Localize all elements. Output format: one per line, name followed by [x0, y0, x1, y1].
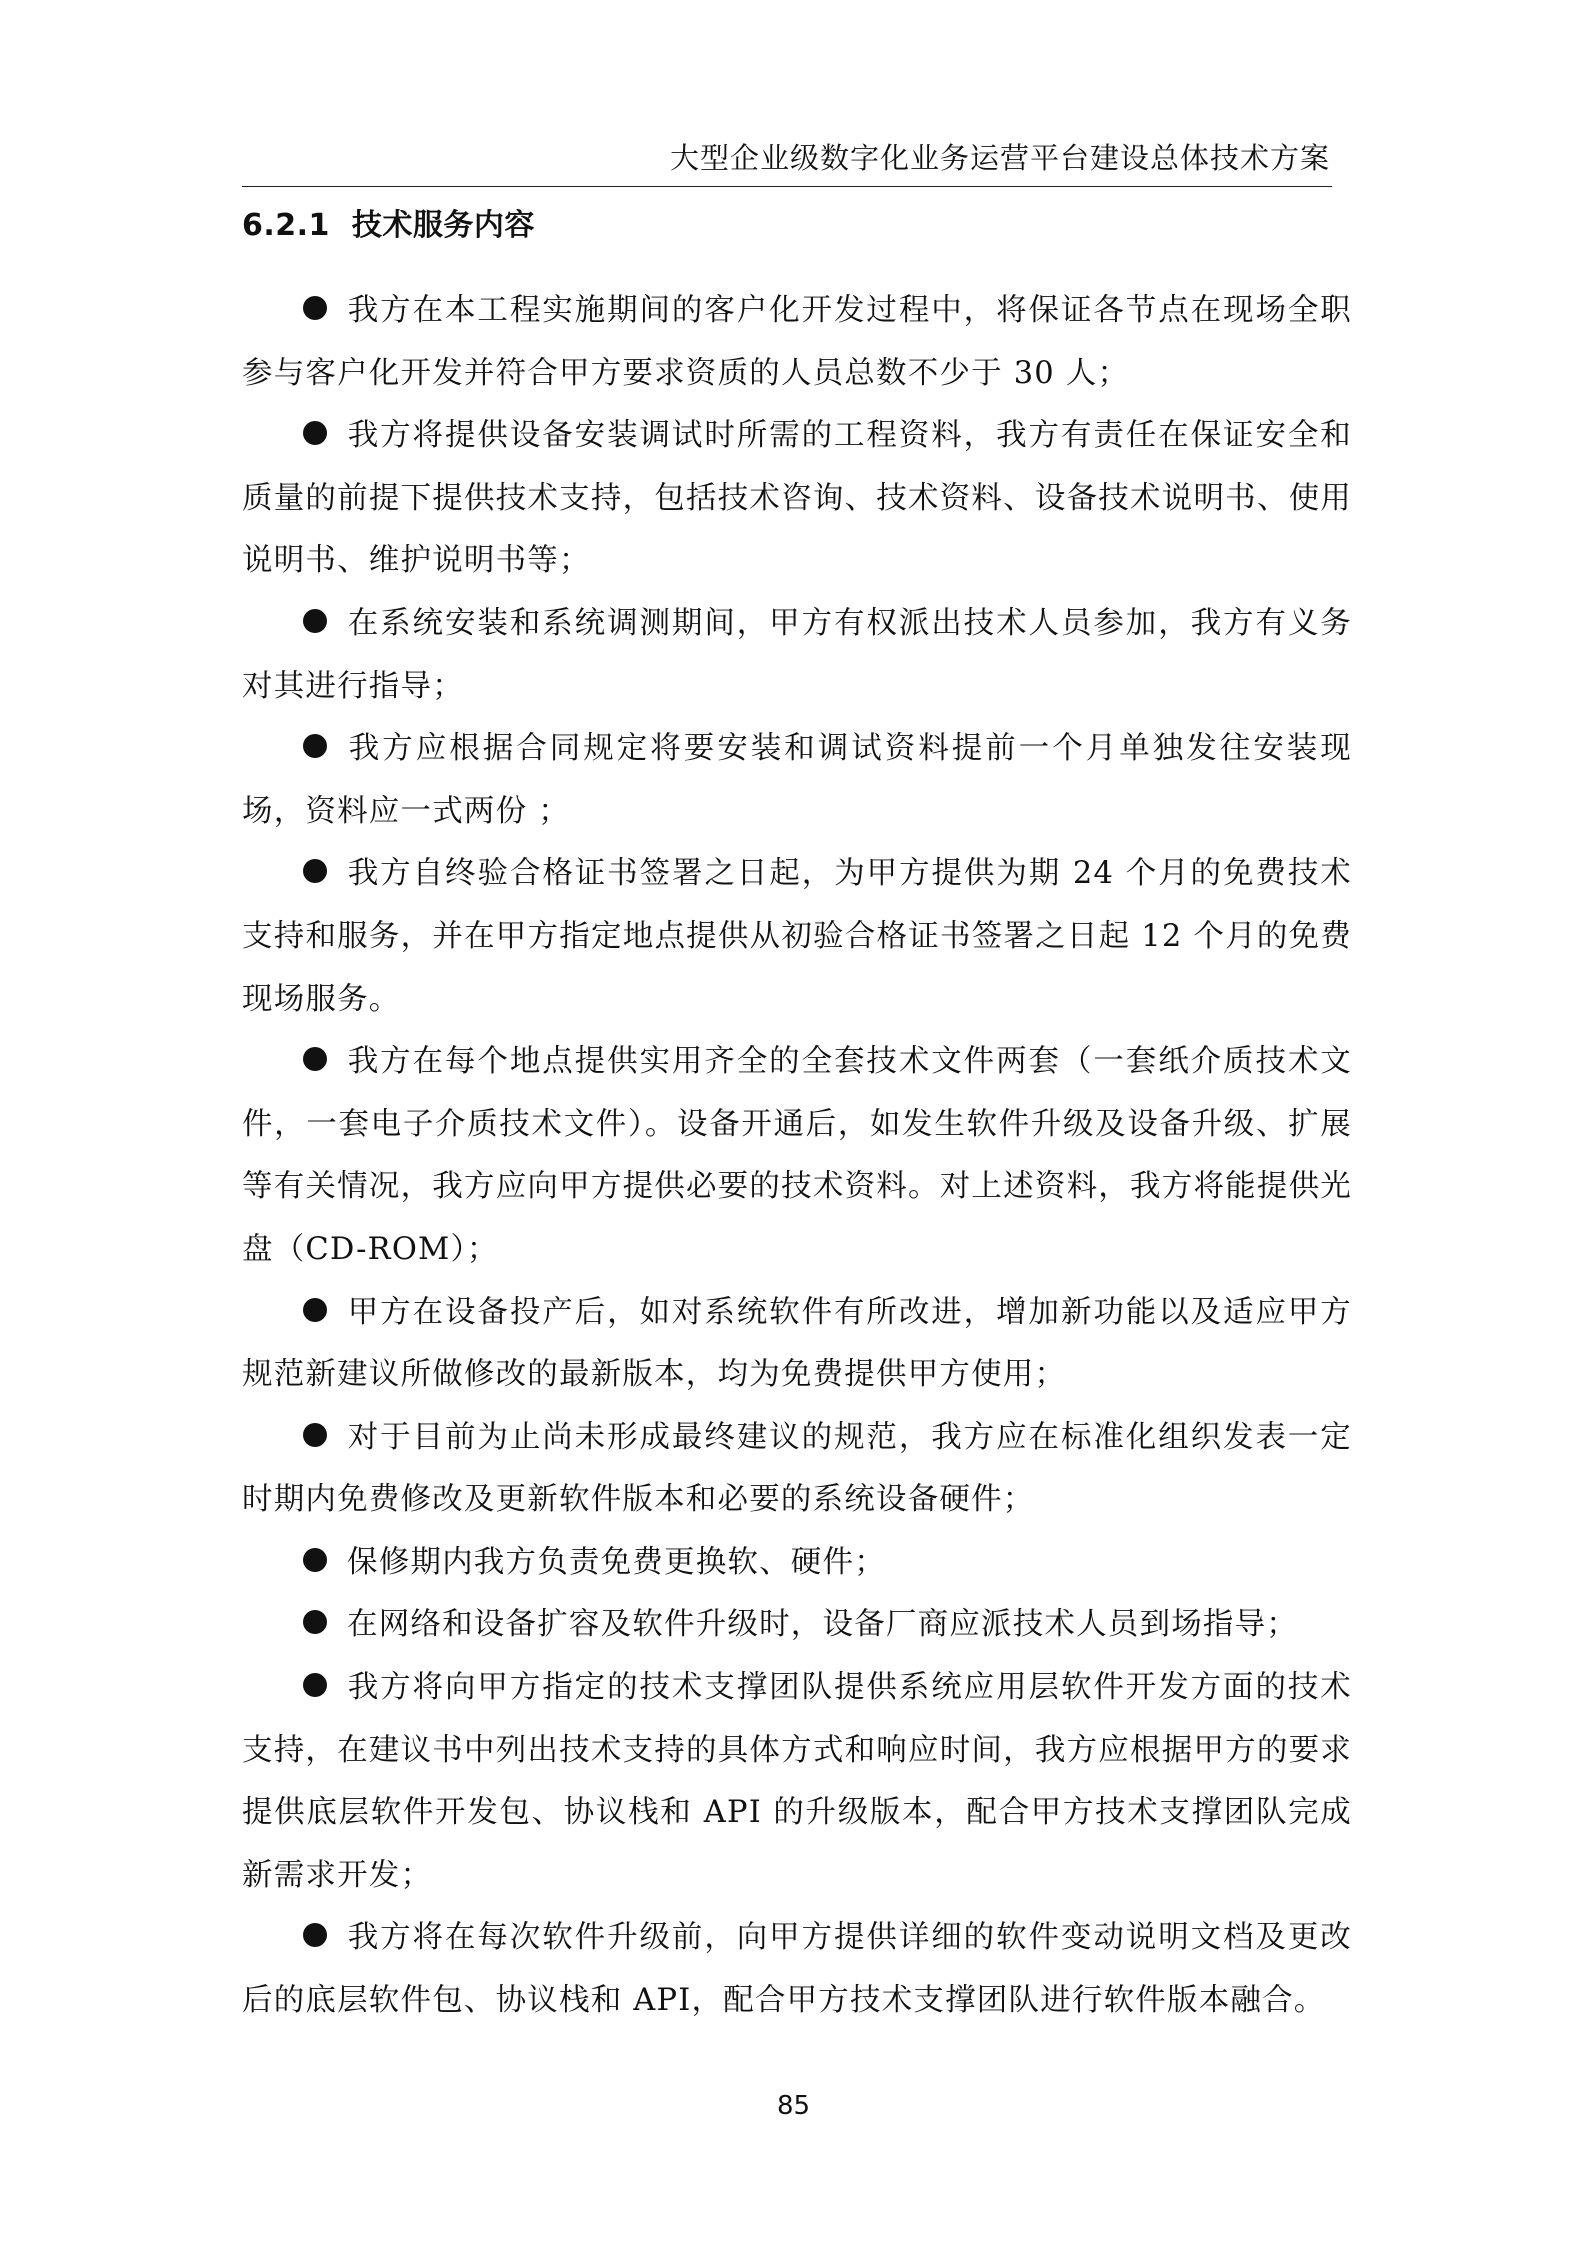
page-number: 85 — [776, 2091, 811, 2121]
bullet-icon — [303, 859, 327, 883]
bullet-list — [242, 280, 1352, 2033]
section-heading — [242, 206, 535, 246]
bullet-icon — [303, 296, 327, 320]
list-item-text: 我方在每个地点提供实用齐全的全套技术文件两套（一套纸介质技术文件，一套电子介质技术文件）。设备开通后，如发生软件升级及设备升级、扩展等有关情况，我方应向甲方提供必要的技术资料。对上述资料，我方将能提供光盘（CD-ROM）； — [242, 1044, 1352, 1267]
list-item — [242, 1282, 1352, 1407]
list-item — [242, 843, 1352, 1031]
bullet-icon — [303, 421, 327, 445]
list-item-text: 我方将向甲方指定的技术支撑团队提供系统应用层软件开发方面的技术支持，在建议书中列出技术支持的具体方式和响应时间，我方应根据甲方的要求提供底层软件开发包、协议栈和 API 的升级版本，配合甲方技术支撑团队完成新需求开发； — [242, 1670, 1352, 1893]
list-item — [242, 1031, 1352, 1281]
bullet-icon — [303, 1548, 327, 1572]
bullet-icon — [303, 1610, 327, 1634]
list-item — [242, 1907, 1352, 2032]
list-item — [242, 1532, 1352, 1595]
list-item-text: 我方自终验合格证书签署之日起，为甲方提供为期 24 个月的免费技术支持和服务，并在甲方指定地点提供从初验合格证书签署之日起 12 个月的免费现场服务。 — [242, 856, 1352, 1017]
list-item-text: 我方应根据合同规定将要安装和调试资料提前一个月单独发往安装现场，资料应一式两份 ； — [242, 731, 1352, 829]
list-item-text: 我方将在每次软件升级前，向甲方提供详细的软件变动说明文档及更改后的底层软件包、协议栈和 API，配合甲方技术支撑团队进行软件版本融合。 — [242, 1920, 1352, 2019]
list-item-text: 甲方在设备投产后，如对系统软件有所改进，增加新功能以及适应甲方规范新建议所做修改的最新版本，均为免费提供甲方使用； — [242, 1294, 1352, 1393]
list-item — [242, 1594, 1352, 1657]
list-item — [242, 280, 1352, 405]
list-item-text: 我方在本工程实施期间的客户化开发过程中，将保证各节点在现场全职参与客户化开发并符合甲方要求资质的人员总数不少于 30 人； — [242, 293, 1352, 391]
list-item — [242, 718, 1352, 843]
bullet-icon — [303, 1673, 327, 1697]
list-item — [242, 405, 1352, 593]
bullet-icon — [303, 609, 327, 633]
bullet-icon — [303, 1047, 327, 1071]
running-header: 大型企业级数字化业务运营平台建设总体技术方案 — [669, 141, 1330, 175]
list-item-text: 我方将提供设备安装调试时所需的工程资料，我方有责任在保证安全和质量的前提下提供技术支持，包括技术咨询、技术资料、设备技术说明书、使用说明书、维护说明书等； — [242, 418, 1352, 579]
section-title: 技术服务内容 — [351, 208, 535, 243]
list-item — [242, 1407, 1352, 1532]
section-number: 6.2.1 — [242, 208, 330, 243]
bullet-icon — [303, 1423, 327, 1447]
bullet-icon — [303, 1298, 327, 1322]
list-item-text: 保修期内我方负责免费更换软、硬件； — [347, 1544, 886, 1580]
list-item — [242, 593, 1352, 718]
list-item-text: 在系统安装和系统调测期间，甲方有权派出技术人员参加，我方有义务对其进行指导； — [242, 605, 1352, 704]
bullet-icon — [303, 734, 327, 758]
list-item-text: 对于目前为止尚未形成最终建议的规范，我方应在标准化组织发表一定时期内免费修改及更新软件版本和必要的系统设备硬件； — [242, 1419, 1352, 1518]
bullet-icon — [303, 1923, 327, 1947]
list-item — [242, 1657, 1352, 1907]
list-item-text: 在网络和设备扩容及软件升级时，设备厂商应派技术人员到场指导； — [347, 1607, 1298, 1643]
header-rule — [242, 186, 1332, 187]
